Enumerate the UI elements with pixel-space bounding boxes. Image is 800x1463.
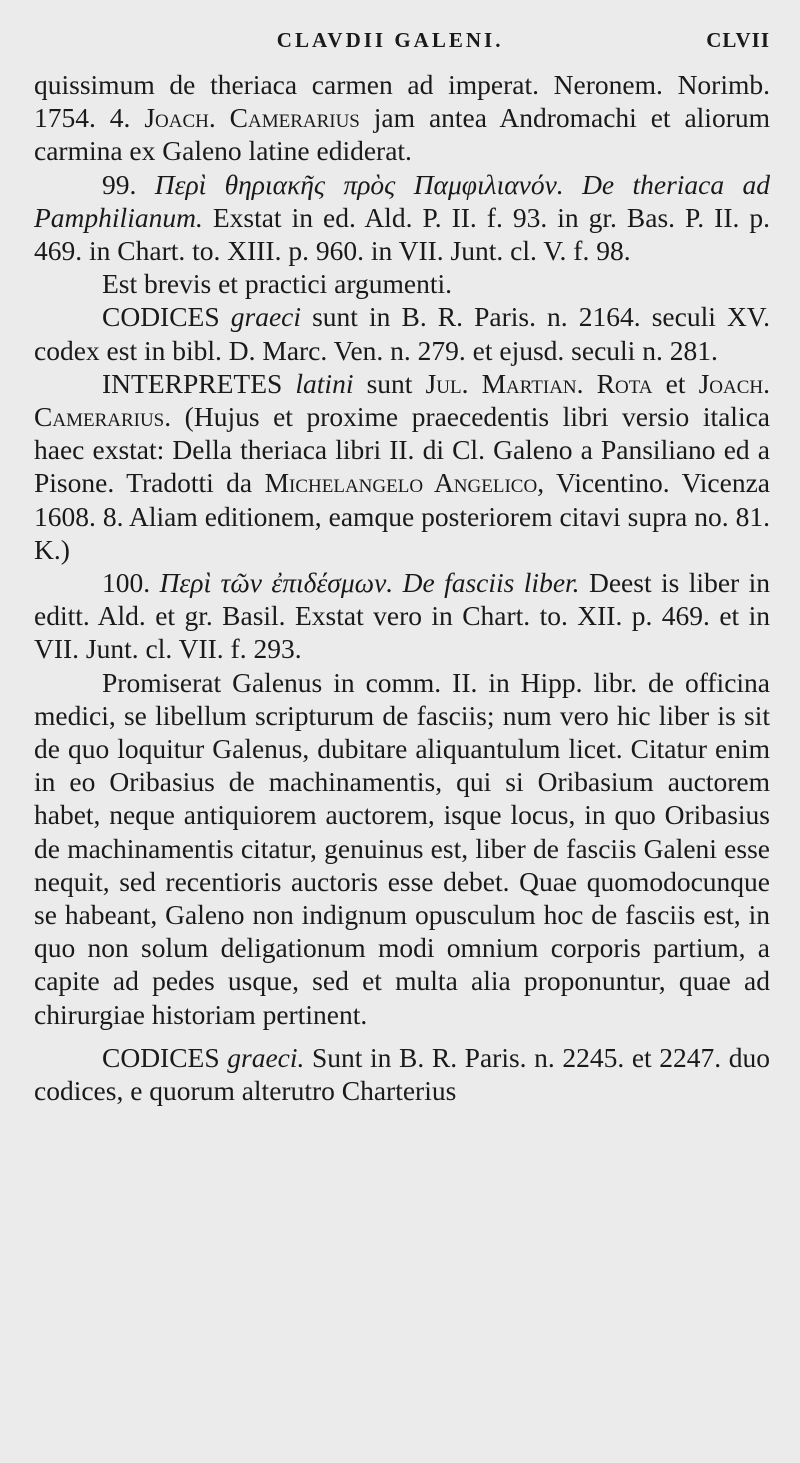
paragraph-continuation: quissimum de theriaca carmen ad imperat. Neronem. Norimb. 1754. 4. Joach. Camerarius jam antea Andromachi et aliorum carmina ex Galeno latine ediderat. [34,69,770,167]
paragraph-gap [34,1031,770,1041]
entry-number: 100. [102,567,160,599]
greek-title: Περὶ τῶν ἐπιδέσμων. [159,567,394,599]
paragraph-codices: CODICES graeci sunt in B. R. Paris. n. 2164. seculi XV. codex est in bibl. D. Marc. Ven. n. 279. et ejusd. seculi n. 281. [34,301,770,366]
paragraph-commentary: Promiserat Galenus in comm. II. in Hipp. libr. de officina medici, se libellum scripturum de fasciis; num vero hic liber is sit de quo loquitur Galenus, dubitare aliquantulum licet. Citatur enim in eo Oribasius de machinamentis, qui si Oribasium auctorem habet, neque antiquiorem auctorem, isque locus, in quo Oribasius de machinamentis citatur, genuinus est, liber de fasciis Galeni esse nequit, sed recentioris auctoris esse debet. Quae quomodocunque se habeant, Galeno non indignum opusculum hoc de fasciis est, in quo non solum deligationum modi omnium corporis partium, a capite ad pedes usque, sed et multa alia proponuntur, quae ad chirurgiae historiam pertinent. [34,666,770,1030]
running-title: CLAVDII GALENI. [276,28,504,52]
entry-100: 100. Περὶ τῶν ἐπιδέσμων. De fasciis liber. Deest is liber in editt. Ald. et gr. Basil. Exstat vero in Chart. to. XII. p. 469. et in VII. Junt. cl. VII. f. 293. [34,567,771,665]
author-name: Jul. Martian. Rota [425,367,653,399]
author-name: Michelangelo Angelico [264,467,538,499]
author-name: Joach. Camerarius [144,102,360,134]
running-header [34,28,770,68]
body-text [34,68,770,1107]
latin-title: De fasciis liber. [402,567,580,599]
latin-title: De theriaca ad Pamphilianum. [34,168,771,233]
paragraph-argument: Est brevis et practici argumenti. [102,268,453,300]
paragraph-interpretes: INTERPRETES latini sunt Jul. Martian. Rota et Joach. Camerarius. (Hujus et proxime praecedentis libri versio italica haec exstat: Della theriaca libri II. di Cl. Galeno a Pansiliano ed a Pisone. Tradotti da Michelangelo Angelico, Vicentino. Vicenza 1608. 8. Aliam editionem, eamque posteriorem citavi supra no. 81. K.) [34,367,771,565]
page-number: CLVII [706,28,770,52]
greek-title: Περὶ θηριακῆς πρὸς Παμφιλιανόν. [154,168,564,200]
entry-99: 99. Περὶ θηριακῆς πρὸς Παμφιλιανόν. De theriaca ad Pamphilianum. Exstat in ed. Ald. P. II. f. 93. in gr. Bas. P. II. p. 469. in Chart. to. XIII. p. 960. in VII. Junt. cl. V. f. 98. [34,168,771,267]
author-name: Joach. Camerarius [34,367,771,433]
paragraph-codices-2: CODICES graeci. Sunt in B. R. Paris. n. 2245. et 2247. duo codices, e quorum alterutro Charterius [34,1041,771,1107]
entry-number: 99. [102,168,155,200]
